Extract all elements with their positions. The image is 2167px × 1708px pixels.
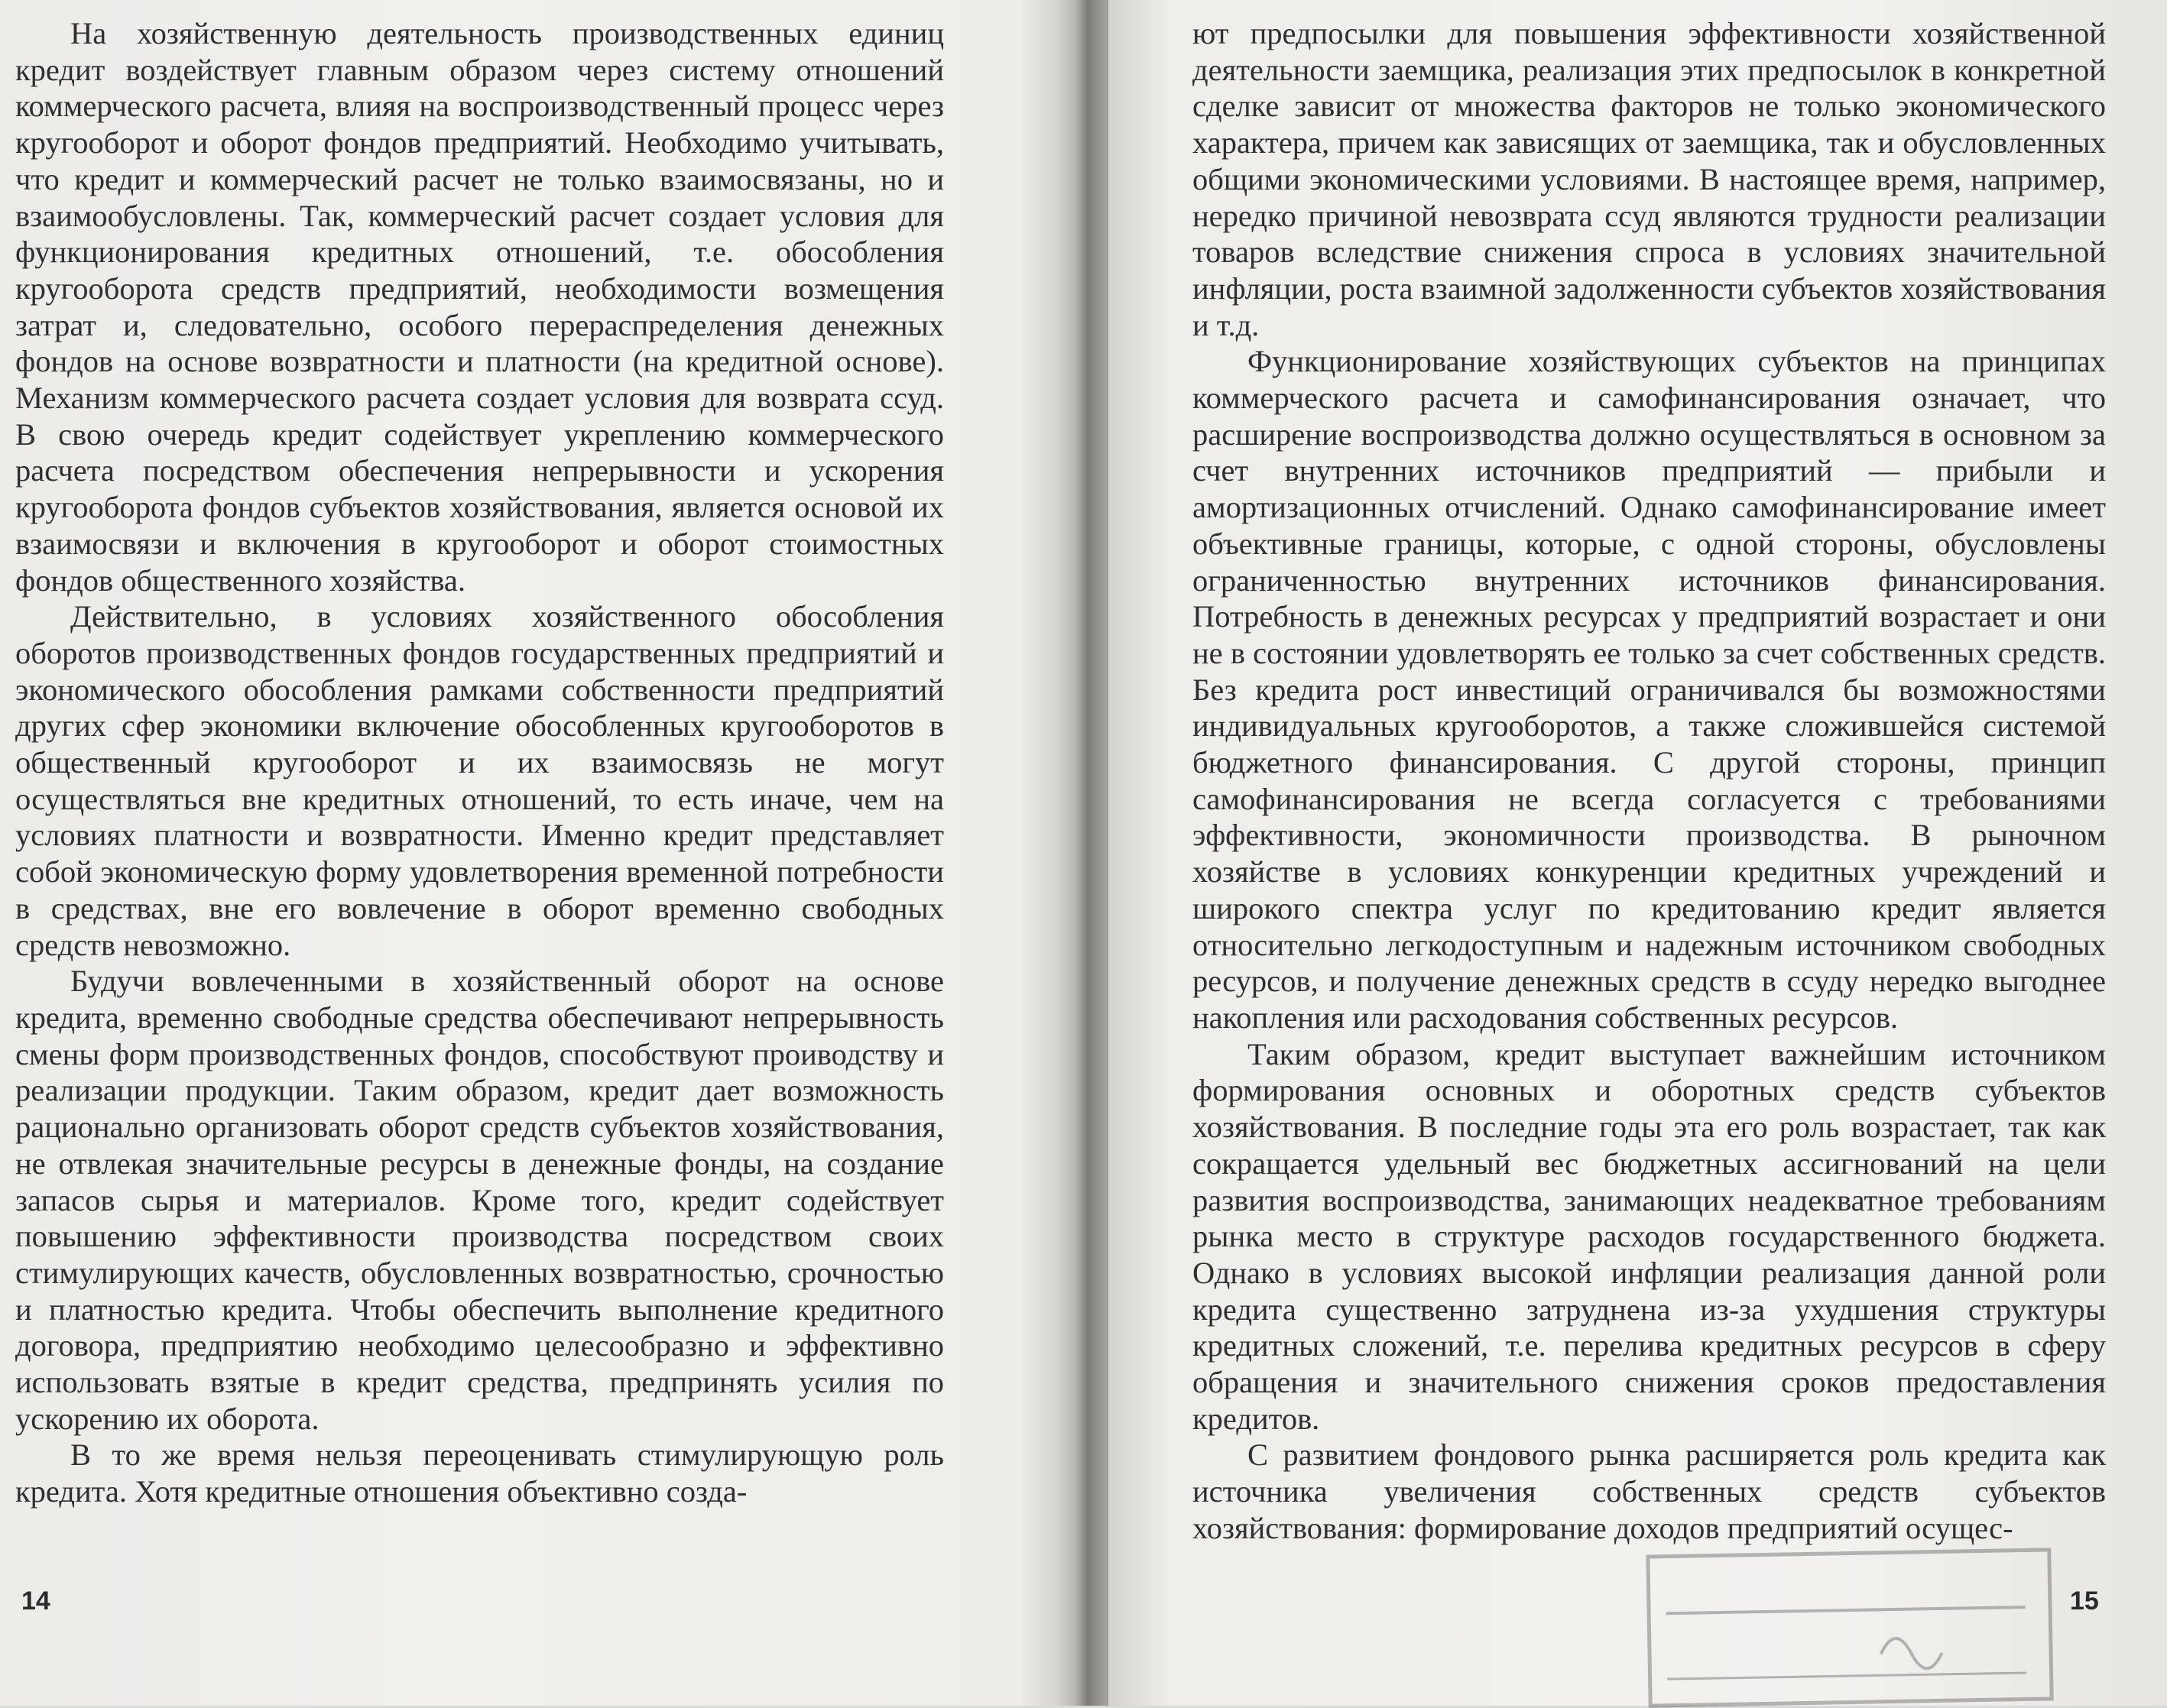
page-number: 14	[21, 1586, 50, 1616]
paragraph: Действительно, в условиях хозяйственного обособления оборотов производственных фондов государственных предприятий и экономического обособления рамками собственности предприятий других сфер экономики включение обособленных кругооборотов в общественный кругооборот и их взаимосвязь не могут осуществляться вне кредитных отношений, то есть иначе, чем на условиях платности и возвратности. Именно кредит представляет собой экономическую форму удовлетворения временной потребности в средствах, вне его вовлечение в оборот временно свободных средств невозможно.	[15, 599, 944, 962]
paragraph: Функционирование хозяйствующих субъектов на принципах коммерческого расчета и самофинансирования означает, что расширение воспроизводства должно осуществляться в основном за счет внутренних источников предприятий — прибыли и амортизационных отчислений. Однако самофинансирование имеет объективные границы, которые, с одной стороны, обусловлены ограниченностью внутренних источников финансирования. Потребность в денежных ресурсах у предприятий возрастает и они не в состоянии удовлетворять ее только за счет собственных средств. Без кредита рост инвестиций ограничивался бы возможностями индивидуальных кругооборотов, а также сложившейся системой бюджетного финансирования. С другой стороны, принцип самофинансирования не всегда согласуется с требованиями эффективности, экономичности производства. В рыночном хозяйстве в условиях конкуренции кредитных учреждений и широкого спектра услуг по кредитованию кредит является относительно легкодоступным и надежным источником свободных ресурсов, и получение денежных средств в ссуду нередко выгоднее накопления или расходования собственных ресурсов.	[1192, 344, 2106, 1035]
left-page-text	[15, 15, 944, 1510]
paragraph: С развитием фондового рынка расширяется роль кредита как источника увеличения собственных средств субъектов хозяйствования: формирование доходов предприятий осущес-	[1192, 1437, 2106, 1545]
paragraph: На хозяйственную деятельность производственных единиц кредит воздействует главным образом через систему отношений коммерческого расчета, влияя на воспроизводственный процесс через кругооборот и оборот фондов предприятий. Необходимо учитывать, что кредит и коммерческий расчет не только взаимосвязаны, но и взаимообусловлены. Так, коммерческий расчет создает условия для функционирования кредитных отношений, т.е. обособления кругооборота средств предприятий, необходимости возмещения затрат и, следовательно, особого перераспределения денежных фондов на основе возвратности и платности (на кредитной основе). Механизм коммерческого расчета создает условия для возврата ссуд. В свою очередь кредит содействует укреплению коммерческого расчета посредством обеспечения непрерывности и ускорения кругооборота фондов субъектов хозяйствования, является основой их взаимосвязи и включения в кругооборот и оборот стоимостных фондов общественного хозяйства.	[15, 16, 944, 598]
paragraph: В то же время нельзя переоценивать стимулирующую роль кредита. Хотя кредитные отношения объективно созда-	[15, 1437, 944, 1509]
left-page	[15, 15, 1085, 1706]
paragraph: Таким образом, кредит выступает важнейшим источником формирования основных и оборотных средств субъектов хозяйствования. В последние годы эта его роль возрастает, так как сокращается удельный вес бюджетных ассигнований на цели развития воспроизводства, занимающих неадекватное требованиям рынка место в структуре расходов государственного бюджета. Однако в условиях высокой инфляции реализация данной роли кредита существенно затруднена из-за ухудшения структуры кредитных сложений, т.е. перелива кредитных ресурсов в сферу обращения и значительного снижения сроков предоставления кредитов.	[1192, 1036, 2106, 1436]
right-page	[1192, 15, 2167, 1706]
paragraph: ют предпосылки для повышения эффективности хозяйственной деятельности заемщика, реализация этих предпосылок в конкретной сделке зависит от множества факторов не только экономического характера, причем как зависящих от заемщика, так и обусловленных общими экономическими условиями. В настоящее время, например, нередко причиной невозврата ссуд являются трудности реализации товаров вследствие снижения спроса в условиях значительной инфляции, роста взаимной задолженности субъектов хозяйствования и т.д.	[1192, 16, 2106, 342]
stamp-mark	[1650, 1552, 2042, 1697]
paragraph: Будучи вовлеченными в хозяйственный оборот на основе кредита, временно свободные средства обеспечивают непрерывность смены форм производственных фондов, способствуют проиводству и реализации продукции. Таким образом, кредит дает возможность рационально организовать оборот средств субъектов хозяйствования, не отвлекая значительные ресурсы в денежные фонды, на создание запасов сырья и материалов. Кроме того, кредит содействует повышению эффективности производства посредством своих стимулирующих качеств, обусловленных возвратностью, срочностью и платностью кредита. Чтобы обеспечить выполнение кредитного договора, предприятию необходимо целесообразно и эффективно использовать взятые в кредит средства, предпринять усилия по ускорению их оборота.	[15, 964, 944, 1436]
library-stamp	[1646, 1548, 2053, 1707]
right-page-text	[1192, 15, 2106, 1547]
page-number: 15	[2070, 1586, 2099, 1616]
